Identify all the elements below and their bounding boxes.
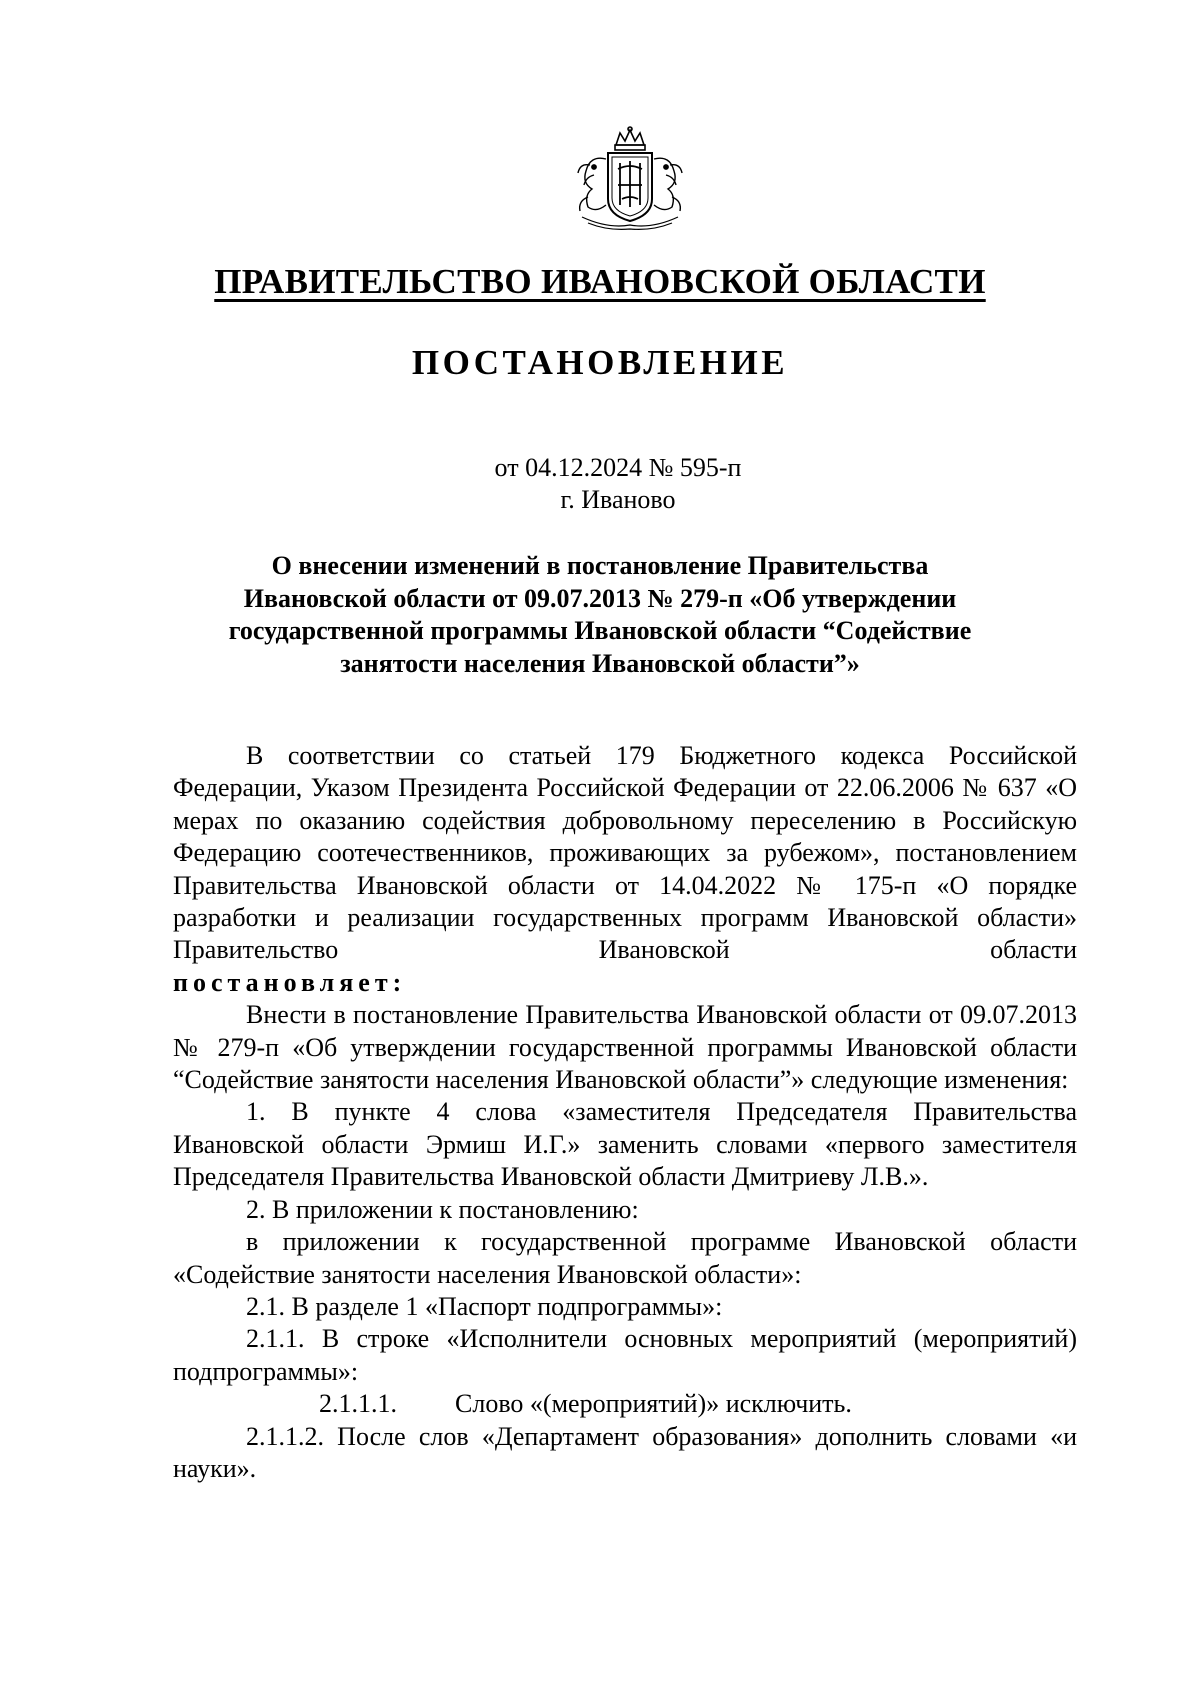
intro-paragraph: Внести в постановление Правительства Ивановской области от 09.07.2013 № 279-п «Об утверждении государственной программы Ивановской области “Содействие занятости населения Ивановской области”» следующие изменения: (173, 1000, 1077, 1095)
document-body (173, 740, 1077, 1485)
document-meta (0, 452, 1200, 516)
item-2-1-1-1 (173, 1388, 1077, 1420)
preamble-paragraph: В соответствии со статьей 179 Бюджетного кодекса Российской Федерации, Указом Президента Российской Федерации от 22.06.2006 № 637 «О мерах по оказанию содействия добровольному переселению в Российскую Федерацию соотечественников, проживающих за рубежом», постановлением Правительства Ивановской области от 14.04.2022 № 175-п «О порядке разработки и реализации государственных программ Ивановской области» Правительство Ивановской области (173, 741, 1077, 965)
city: г. Иваново (560, 485, 676, 514)
organization-title: ПРАВИТЕЛЬСТВО ИВАНОВСКОЙ ОБЛАСТИ (214, 262, 986, 301)
item-2-1: 2.1. В разделе 1 «Паспорт подпрограммы»: (246, 1291, 723, 1321)
item-2-1-1-2: 2.1.1.2. После слов «Департамент образования» дополнить словами «и науки». (173, 1421, 1077, 1483)
ivanovo-coat-of-arms-icon (568, 125, 692, 231)
subject-line: государственной программы Ивановской области “Содействие (228, 616, 972, 645)
decree-word: постановляет: (173, 967, 407, 997)
subject-line: занятости населения Ивановской области”» (340, 648, 860, 678)
item-number: 2.1.1.1. (319, 1389, 397, 1419)
document-subject (0, 550, 1200, 680)
item-text: Слово «(мероприятий)» исключить. (455, 1389, 852, 1419)
item-2: 2. В приложении к постановлению: (246, 1194, 639, 1224)
subject-line: Ивановской области от 09.07.2013 № 279-п «Об утверждении (243, 583, 957, 613)
document-type: ПОСТАНОВЛЕНИЕ (411, 343, 789, 382)
subject-line: О внесении изменений в постановление Правительства (271, 551, 929, 580)
item-2-1-1: 2.1.1. В строке «Исполнители основных мероприятий (мероприятий) подпрограммы»: (173, 1324, 1077, 1386)
item-2-text: в приложении к государственной программе Ивановской области «Содействие занятости населения Ивановской области»: (173, 1227, 1077, 1289)
item-1: 1. В пункте 4 слова «заместителя Председателя Правительства Ивановской области Эрмиш И.Г.» заменить словами «первого заместителя Председателя Правительства Ивановской области Дмитриеву Л.В.». (173, 1097, 1077, 1192)
date-number: от 04.12.2024 № 595-п (494, 453, 742, 482)
